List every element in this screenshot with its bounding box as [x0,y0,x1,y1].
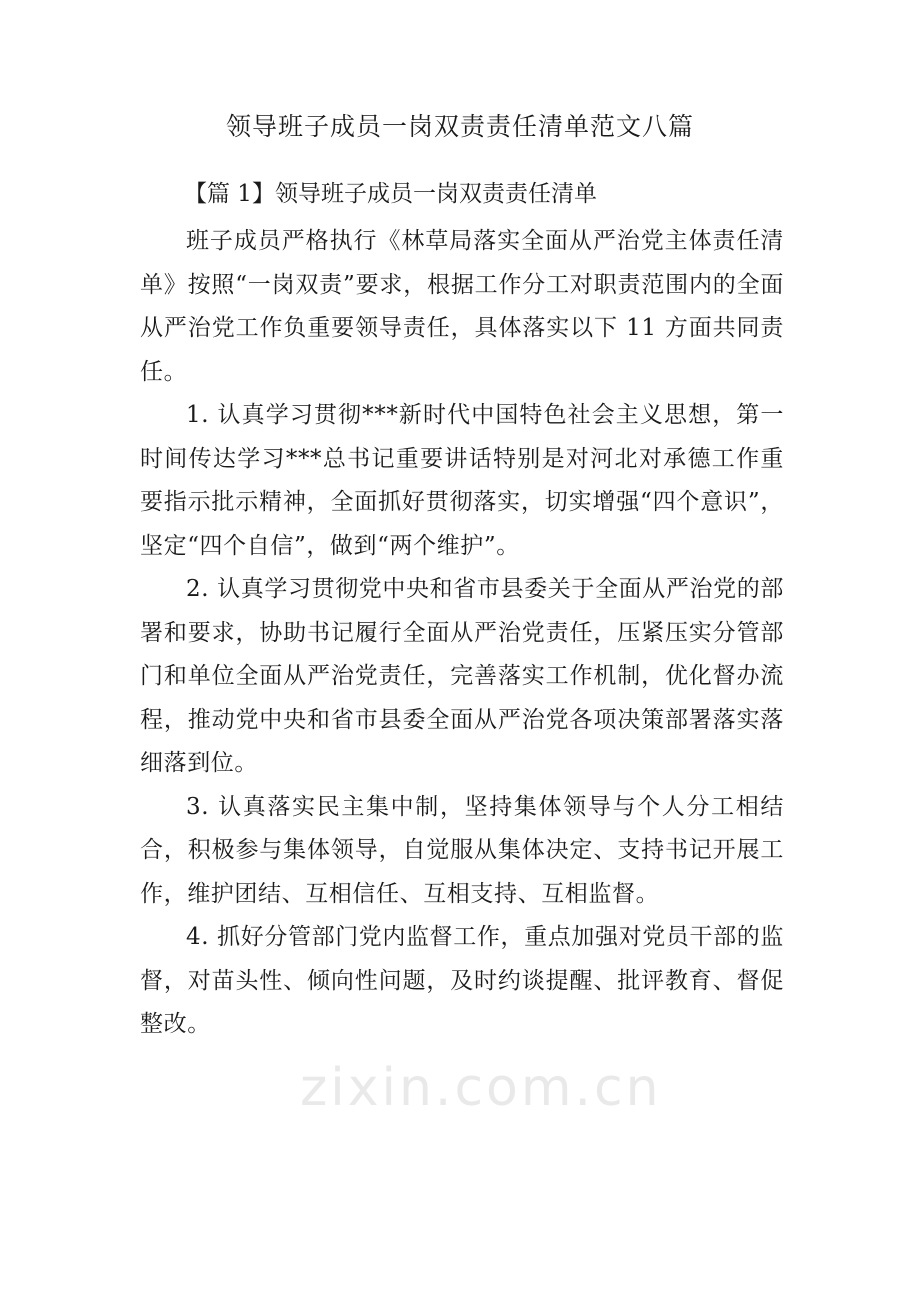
document-title: 领导班子成员一岗双责责任清单范文八篇 [225,112,694,141]
watermark: zixin.com.cn [300,1058,662,1118]
paragraph-intro: 班子成员严格执行《林草局落实全面从严治党主体责任清单》按照“一岗双责”要求，根据工作分工对职责范围内的全面从严治党工作负重要领导责任，具体落实以下 11 方面共同责任。 [140,228,784,385]
document-body [140,220,784,1047]
paragraph-item-2: 2. 认真学习贯彻党中央和省市县委关于全面从严治党的部署和要求，协助书记履行全面从严治党责任，压紧压实分管部门和单位全面从严治党责任，完善落实工作机制，优化督办流程，推动党中央和省市县委全面从严治党各项决策部署落实落细落到位。 [140,576,784,776]
section-heading: 【篇 1】领导班子成员一岗双责责任清单 [184,181,597,207]
paragraph-item-4: 4. 抓好分管部门党内监督工作，重点加强对党员干部的监督，对苗头性、倾向性问题，及时约谈提醒、批评教育、督促整改。 [140,924,784,1037]
paragraph-item-3: 3. 认真落实民主集中制，坚持集体领导与个人分工相结合，积极参与集体领导，自觉服从集体决定、支持书记开展工作，维护团结、互相信任、互相支持、互相监督。 [140,793,784,907]
paragraph-item-1: 1. 认真学习贯彻***新时代中国特色社会主义思想，第一时间传达学习***总书记重要讲话特别是对河北对承德工作重要指示批示精神，全面抓好贯彻落实，切实增强“四个意识”，坚定“四个自信”，做到“两个维护”。 [140,402,784,559]
